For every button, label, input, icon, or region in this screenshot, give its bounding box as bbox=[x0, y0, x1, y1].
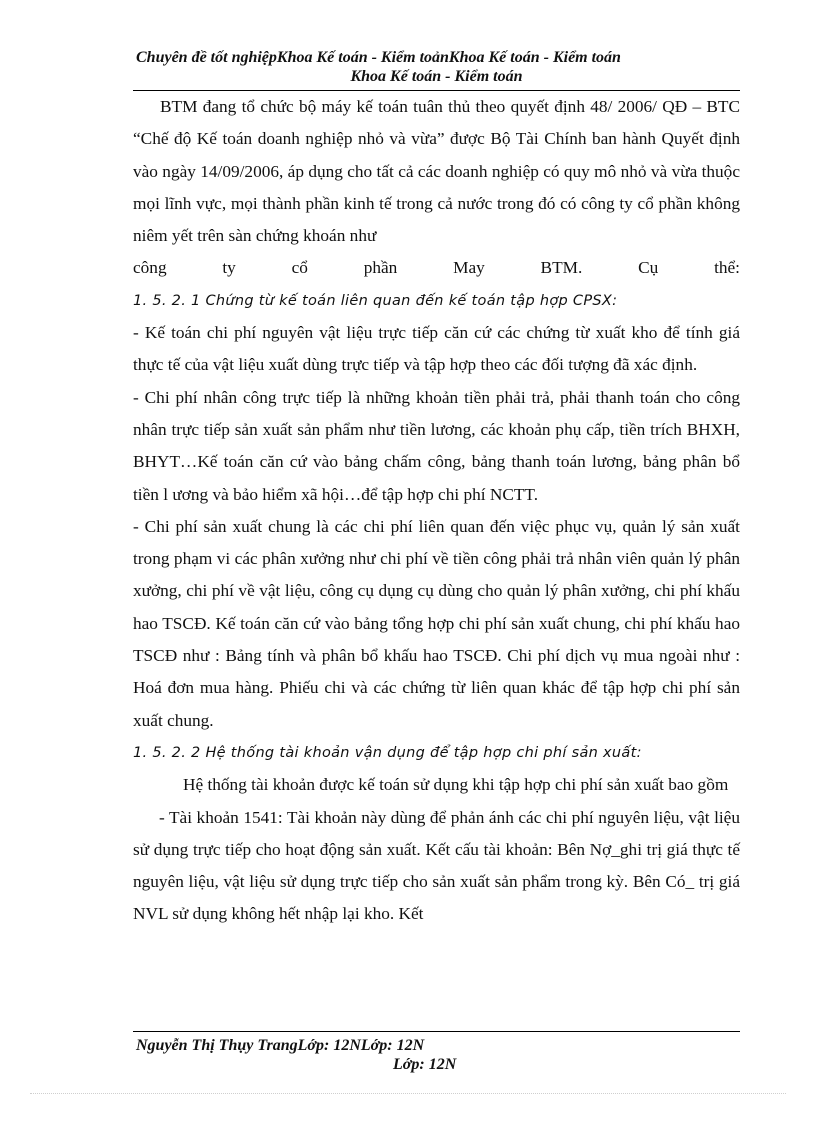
footer-line-1: Nguyễn Thị Thụy TrangLớp: 12NLớp: 12N bbox=[136, 1037, 425, 1054]
paragraph-general-production: - Chi phí sản xuất chung là các chi phí liên quan đến việc phục vụ, quản lý sản xuất trong phạm vi các phân xưởng như chi phí về tiền công phải trả nhân viên quản lý phân xưởng, chi phí về vật liệu, công cụ dụng cụ dùng cho quản lý phân xưởng, chi phí khấu hao TSCĐ. Kế toán căn cứ vào bảng tổng hợp chi phí sản xuất chung, chi phí khấu hao TSCĐ như : Bảng tính và phân bổ khấu hao TSCĐ. Chi phí dịch vụ mua ngoài như : Hoá đơn mua hàng. Phiếu chi và các chứng từ liên quan khác để tập hợp chi phí sản xuất chung. bbox=[133, 516, 740, 730]
document-body bbox=[133, 91, 740, 931]
intro-word: thể: bbox=[714, 258, 740, 278]
intro-word: công bbox=[133, 258, 167, 278]
paragraph-labor-direct: - Chi phí nhân công trực tiếp là những khoản tiền phải trả, phải thanh toán cho công nhân trực tiếp sản xuất sản phẩm như tiền lương, các khoản phụ cấp, tiền trích BHXH, BHYT…Kế toán căn cứ vào bảng chấm công, bảng thanh toán lương, bảng phân bổ tiền l ương và bảo hiểm xã hội…để tập hợp chi phí NCTT. bbox=[133, 387, 740, 504]
intro-word: phần bbox=[363, 258, 398, 278]
page-bottom-edge bbox=[30, 1093, 786, 1094]
paragraph-account-system: Hệ thống tài khoản được kế toán sử dụng khi tập hợp chi phí sản xuất bao gồm bbox=[183, 775, 729, 795]
paragraph-nvl-direct: - Kế toán chi phí nguyên vật liệu trực tiếp căn cứ các chứng từ xuất kho để tính giá thực tế của vật liệu xuất dùng trực tiếp và tập hợp theo các đối tượng đã xác định. bbox=[133, 323, 740, 375]
header-line-2: Khoa Kế toán - Kiểm toán bbox=[350, 68, 523, 85]
footer-line-2: Lớp: 12N bbox=[393, 1056, 457, 1073]
page-footer bbox=[133, 1031, 740, 1074]
intro-word: ty bbox=[222, 258, 236, 278]
header-line-1: Chuyên đề tốt nghiệpKhoa Kế toán - Kiểm toảnKhoa Kế toán - Kiểm toán bbox=[136, 49, 621, 66]
intro-word: May bbox=[453, 258, 485, 278]
intro-word: cổ bbox=[291, 258, 308, 278]
intro-word: BTM. bbox=[540, 258, 583, 278]
paragraph-account-1541: - Tài khoản 1541: Tài khoản này dùng để phản ánh các chi phí nguyên liệu, vật liệu sử dụng trực tiếp cho hoạt động sản xuất. Kết cấu tài khoản: Bên Nợ_ghi trị giá thực tế nguyên liệu, vật liệu sử dụng trực tiếp cho sản xuất sản phẩm trong kỳ. Bên Có_ trị giá NVL sử dụng không hết nhập lại kho. Kết bbox=[133, 807, 740, 924]
section-heading-1-5-2-1: 1. 5. 2. 1 Chứng từ kế toán liên quan đến kế toán tập hợp CPSX: bbox=[133, 292, 618, 309]
section-heading-1-5-2-2: 1. 5. 2. 2 Hệ thống tài khoản vận dụng để tập hợp chi phí sản xuất: bbox=[133, 744, 642, 761]
page-header bbox=[133, 48, 740, 91]
intro-last-line bbox=[133, 252, 740, 284]
intro-paragraph: BTM đang tổ chức bộ máy kế toán tuân thủ theo quyết định 48/ 2006/ QĐ – BTC “Chế độ Kế toán doanh nghiệp nhỏ và vừa” được Bộ Tài Chính ban hành Quyết định vào ngày 14/09/2006, áp dụng cho tất cả các doanh nghiệp có quy mô nhỏ và vừa thuộc mọi lĩnh vực, mọi thành phần kinh tế trong cả nước trong đó có công ty cổ phần không niêm yết trên sàn chứng khoán như bbox=[133, 97, 740, 246]
intro-word: Cụ bbox=[638, 258, 659, 278]
